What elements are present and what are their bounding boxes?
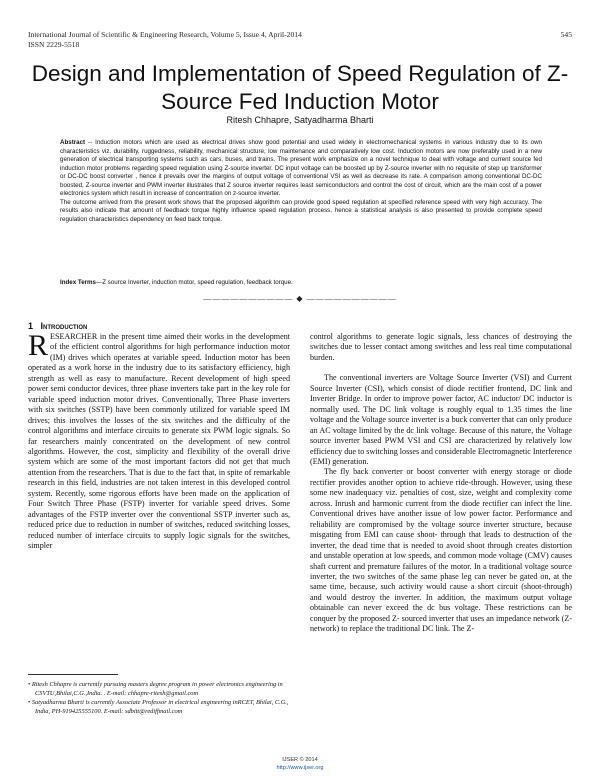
intro-paragraph-1: RESEARCHER in the present time aimed their works in the development of the efficient control algorithms for high performance induction motor (IM) drives which operates at variable speed. Induction motor has been operated as a work horse in the industry due to its satisfactory efficiency, high strength as well as easy to manufacture. Recent development of high speed power semi conductor devices, three phase inverters take part in the key role for variable speed induction motor drives. Conventionally, Three Phase inverters with six switches (SSTP) have been commonly utilized for variable speed IM drives; this involves the losses of the six switches and the difficulty of the control algorithms and interface circuits to generate six PWM logic signals. So far researchers mainly concentrated on the development of new control algorithms. However, the cost, simplicity and flexibility of the overall drive system which are some of the most important factors did not get that much attention from the researchers. That is due to the fact that, in spite of remarkable research in this field, industries are not taken interest in this developed control system. Recently, some rigorous efforts have been made on the application of Four Switch Three Phase (FSTP) inverter for variable speed drives. Some advantages of the FSTP inverter over the conventional SSTP inverter such as, reduced price due to reduction in number of switches, reduced switching losses, reduced number of interface circuits to supply logic signals for the switches, simpler bbox=[28, 329, 290, 551]
right-column bbox=[310, 332, 572, 635]
left-column bbox=[28, 329, 290, 552]
abstract-paragraph-2: The outcome arrived from the present work shows that the proposed algorithm can provide good speed regulation at specified reference speed with very high accuracy. The results also indicate that amount of feedback torque highly influence speed regulation process, hence a statistical analysis is also presented to provide complete speed regulation characteristics dependency on feed back torque. bbox=[60, 198, 542, 223]
paper-title: Design and Implementation of Speed Regulation of Z-Source Fed Induction Motor bbox=[31, 61, 569, 114]
section-number: 1 bbox=[28, 321, 34, 331]
footnote-1: • Ritesh Chhapre is currently pursuing masters degree program in power electronics engineering in CSVTU,Bhilai,C.G.,India. . E-mail: chhapre-ritesh@gmail.com bbox=[28, 681, 283, 697]
abstract bbox=[60, 139, 542, 224]
section-divider: —————————— ◆ —————————— bbox=[203, 294, 397, 303]
page-number: 545 bbox=[560, 30, 572, 39]
footer-url[interactable]: http://www.ijser.org bbox=[276, 765, 324, 771]
abstract-paragraph-1: Abstract -- Induction motors which are used as electrical drives show good potential and used widely in electromechanical systems in various industry due to its own characteristics viz. durability, ruggedness, reliability, mechanical structure, low maintenance and comparatively low cost. Induction motors are now preferably used in a new generation of electrical transporting systems such as cars, buses, and trains. The present work emphasize on a novel technique to deal with voltage and current source fed induction motor problems regarding speed regulation using Z-source inverter. DC input voltage can be boosted up by Z-source inverter with no requisite of step up transformer or DC-DC boost converter , hence it prevails over the margins of output voltage of conventional VSI as well as decrease its rate. A comparison among conventional DC-DC boosted, Z-source inverter and PWM inverter illustrates that Z source inverter requires least semiconductors and control the cost of circuit, which are the main cost of a power electronics system which result in increase of concentration on z-source inverter. bbox=[60, 139, 542, 198]
intro-paragraph-3: The conventional inverters are Voltage Source Inverter (VSI) and Current Source Inverter (CSI), which consist of diode rectifier frontend, DC link and Inverter Bridge. In order to improve power factor, AC inductor/ DC inductor is normally used. The DC link voltage is roughly equal to 1.35 times the line voltage and the Voltage source inverter is a buck converter that can only produce an AC voltage limited by the dc link voltage. Because of this nature, the Voltage source inverter based PWM VSI and CSI are characterized by relatively low efficiency due to switching losses and considerable Electromagnetic Interference (EMI) generation. bbox=[310, 373, 572, 466]
footnote-2: • Satyadharma Bharti is currently Associate Professor in electrical engineering inRCET, Bhilai, C.G., India, PH-919425555100. E-mail: sdbitt@rediffmail.com bbox=[28, 699, 289, 715]
index-terms: Index Terms—Z source Inverter, induction motor, speed regulation, feedback torque. bbox=[60, 279, 293, 286]
journal-header: International Journal of Scientific & Engineering Research, Volume 5, Issue 4, April-2014 bbox=[28, 30, 302, 39]
abstract-label: Abstract bbox=[60, 139, 86, 146]
issn: ISSN 2229-5518 bbox=[28, 40, 80, 49]
footnotes bbox=[28, 681, 290, 717]
index-terms-label: Index Terms bbox=[60, 279, 96, 286]
section-title: Introduction bbox=[40, 321, 88, 331]
authors: Ritesh Chhapre, Satyadharma Bharti bbox=[226, 115, 374, 125]
footer-copyright: IJSER © 2014 bbox=[282, 757, 318, 763]
intro-paragraph-4: The fly back converter or boost converter with energy storage or diode rectifier provides another option to achieve ride-through. However, using these some new inadequacy viz. penalties of cost, size, weight and complexity come across. Inrush and harmonic current from the diode rectifier can infect the line. Conventional drives have another issue of low power factor. Performance and reliability are compromised by the voltage source inverter structure, because misgating from EMI can cause shoot- through that leads to destruction of the inverter, the dead time that is needed to avoid shoot through creates distortion and unstable operation at low speeds, and common mode voltage (CMV) causes shaft current and premature failures of the motor. In a traditional voltage source inverter, the two switches of the same phase leg can never be gated on, at the same time, because, such activity would cause a short circuit (shoot-through) and would destroy the inverter. In addition, the maximum output voltage obtainable can never exceed the dc bus voltage. These restrictions can be conquer by the proposed Z- sourced inverter that uses an impedance network (Z-network) to replace the traditional DC link. The Z- bbox=[310, 467, 572, 634]
drop-cap: R bbox=[28, 329, 49, 362]
intro-paragraph-2: control algorithms to generate logic signals, less chances of destroying the switches due to lesser contact among switches and less real time computational burden. bbox=[310, 332, 572, 362]
footnote-rule bbox=[28, 674, 118, 675]
